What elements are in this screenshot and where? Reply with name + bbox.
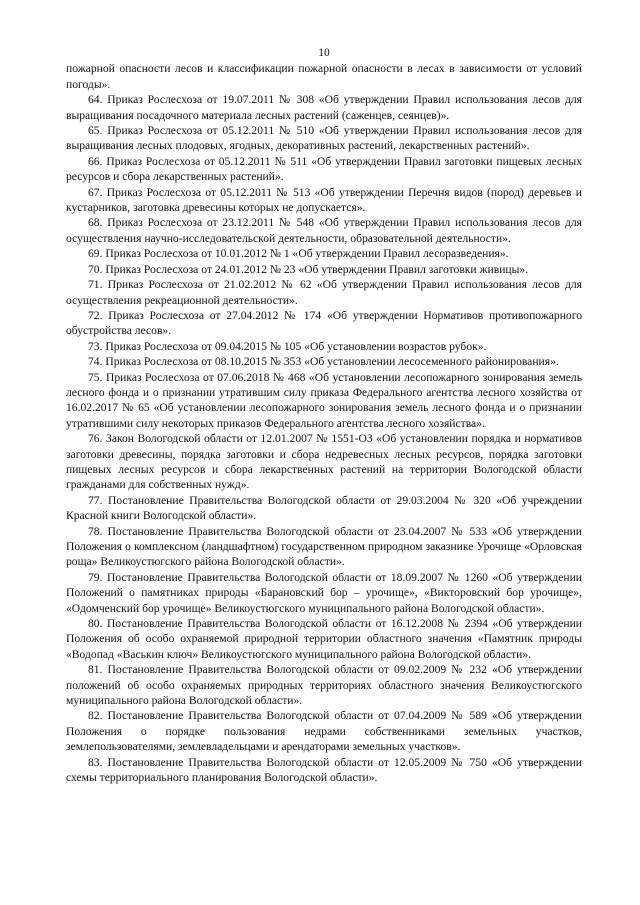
- paragraph: 80. Постановление Правительства Вологодской области от 16.12.2008 № 2394 «Об утверждении Положения об особо охраняемой природной территории областного значения «Памятник природы «Водопад «Васькин ключ» Великоустюгского муниципального района Вологодской области».: [66, 617, 582, 661]
- paragraph: 71. Приказ Рослесхоза от 21.02.2012 № 62 «Об утверждении Правил использования лесов для осуществления рекреационной деятельности».: [66, 278, 582, 307]
- paragraph: 79. Постановление Правительства Вологодской области от 18.09.2007 № 1260 «Об утверждении Положений о памятниках природы «Барановский бор – урочище», «Викторовский бор урочище», «Одомченский бор урочище» Великоустюгского муниципального района Вологодской области».: [66, 570, 582, 615]
- paragraph: 77. Постановление Правительства Вологодской области от 29.03.2004 № 320 «Об учреждении Красной книги Вологодской области».: [66, 493, 582, 523]
- paragraph: пожарной опасности лесов и классификации пожарной опасности в лесах в зависимости от условий погоды».: [66, 62, 582, 91]
- page-number: 10: [318, 46, 330, 59]
- paragraph: 70. Приказ Рослесхоза от 24.01.2012 № 23 «Об утверждении Правил заготовки живицы».: [88, 262, 529, 276]
- paragraph: 83. Постановление Правительства Вологодской области от 12.05.2009 № 750 «Об утверждении схемы территориального планирования Вологодской области».: [66, 755, 582, 785]
- paragraph: 76. Закон Вологодской области от 12.01.2007 № 1551-ОЗ «Об установлении порядка и нормативов заготовки древесины, порядка заготовки и сбора недревесных лесных ресурсов, порядка заготовки пищевых лесных ресурсов и сбора лекарственных растений на территории Вологодской области гражданами для собственных нужд».: [66, 432, 582, 492]
- paragraph: 73. Приказ Рослесхоза от 09.04.2015 № 105 «Об установлении возрастов рубок».: [88, 339, 487, 353]
- paragraph: 64. Приказ Рослесхоза от 19.07.2011 № 308 «Об утверждении Правил использования лесов для выращивания посадочного материала лесных растений (саженцев, сеянцев)».: [66, 93, 582, 122]
- paragraph: 68. Приказ Рослесхоза от 23.12.2011 № 548 «Об утверждении Правил использования лесов для осуществления научно-исследовательской деятельности, образовательной деятельности».: [66, 216, 582, 245]
- paragraph: 78. Постановление Правительства Вологодской области от 23.04.2007 № 533 «Об утверждении Положения о комплексном (ландшафтном) государственном природном заказнике Урочище «Орловская роща» Великоустюгского района Вологодской области».: [66, 524, 582, 569]
- paragraph: 67. Приказ Рослесхоза от 05.12.2011 № 513 «Об утверждении Перечня видов (пород) деревьев и кустарников, заготовка древесины которых не допускается».: [66, 185, 582, 215]
- paragraph: 69. Приказ Рослесхоза от 10.01.2012 № 1 «Об утверждении Правил лесоразведения».: [88, 247, 509, 261]
- paragraph: 75. Приказ Рослесхоза от 07.06.2018 № 468 «Об установлении лесопожарного зонирования земель лесного фонда и о признании утратившим силу приказа Федерального агентства лесного хозяйства от 16.02.2017 № 65 «Об установлении лесопожарного зонирования земель лесного фонда и о признании утратившими силу некоторых приказов Федерального агентства лесного хозяйства».: [66, 370, 582, 430]
- paragraph: 66. Приказ Рослесхоза от 05.12.2011 № 511 «Об утверждении Правил заготовки пищевых лесных ресурсов и сбора лекарственных растений».: [66, 154, 582, 184]
- paragraph: 81. Постановление Правительства Вологодской области от 09.02.2009 № 232 «Об утверждении положений об особо охраняемых природных территориях областного значения Великоустюгского муниципального района Вологодской области».: [66, 663, 582, 708]
- paragraph-list: [66, 61, 582, 785]
- paragraph: 82. Постановление Правительства Вологодской области от 07.04.2009 № 589 «Об утверждении Положения о порядке пользования недрами собственниками земельных участков, землепользователями, землевладельцами и арендаторами земельных участков».: [66, 709, 582, 754]
- paragraph: 74. Приказ Рослесхоза от 08.10.2015 № 353 «Об установлении лесосеменного районирования».: [88, 355, 559, 369]
- paragraph: 72. Приказ Рослесхоза от 27.04.2012 № 174 «Об утверждении Нормативов противопожарного обустройства лесов».: [66, 308, 582, 338]
- paragraph: 65. Приказ Рослесхоза от 05.12.2011 № 510 «Об утверждении Правил использования лесов для выращивания лесных плодовых, ягодных, декоративных растений, лекарственных растений».: [66, 124, 582, 153]
